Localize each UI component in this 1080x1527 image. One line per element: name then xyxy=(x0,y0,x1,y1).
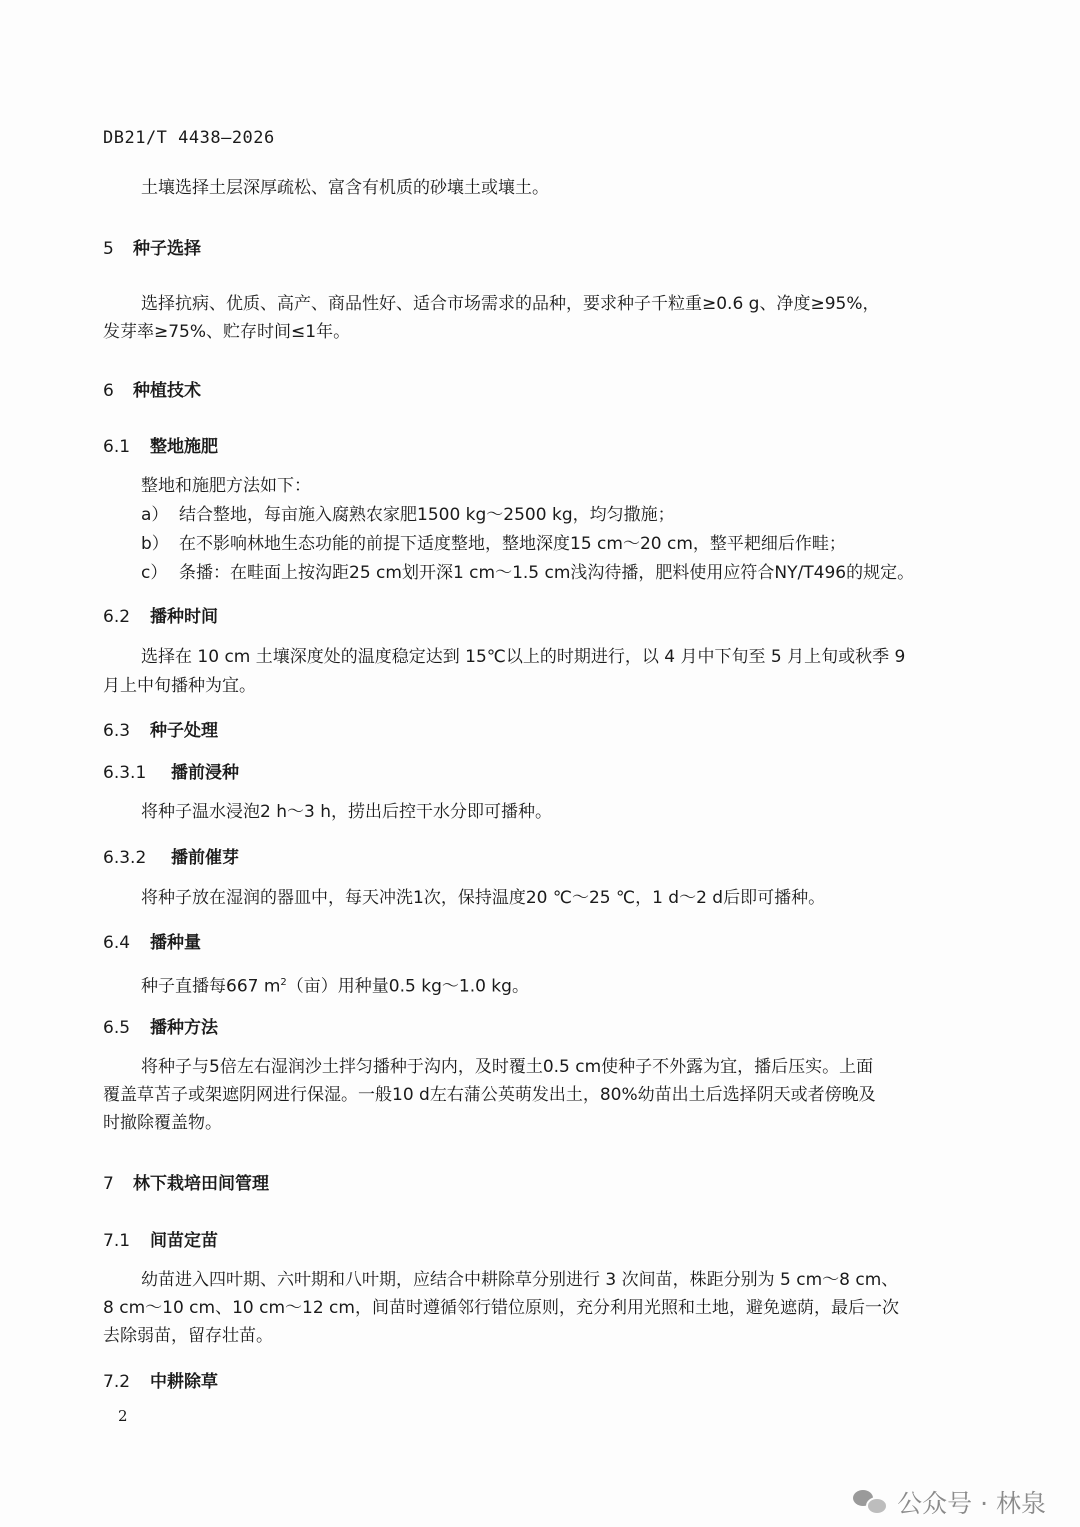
heading-6-5: 6.5 播种方法 xyxy=(103,1018,218,1038)
paragraph-7-1-line2: 8 cm～10 cm、10 cm～12 cm，间苗时遵循邻行错位原则，充分利用光照和土地，避免遮荫，最后一次 xyxy=(103,1298,899,1318)
paragraph-6-1-intro: 整地和施肥方法如下： xyxy=(141,476,311,496)
heading-6-4: 6.4 播种量 xyxy=(103,933,201,953)
heading-5: 5 种子选择 xyxy=(103,239,201,259)
page-number: 2 xyxy=(118,1407,128,1425)
paragraph-6-3-2: 将种子放在湿润的器皿中，每天冲洗1次，保持温度20 ℃～25 ℃，1 d～2 d后即可播种。 xyxy=(141,888,826,908)
list-item-c: c） 条播：在畦面上按沟距25 cm划开深1 cm～1.5 cm浅沟待播，肥料使用应符合NY/T496的规定。 xyxy=(141,563,915,583)
paragraph-6-5-line1: 将种子与5倍左右湿润沙土拌匀播种于沟内，及时覆土0.5 cm使种子不外露为宜，播后压实。上面 xyxy=(141,1057,874,1077)
paragraph-7-1-line1: 幼苗进入四叶期、六叶期和八叶期，应结合中耕除草分别进行 3 次间苗，株距分别为 5 cm～8 cm、 xyxy=(141,1270,899,1290)
paragraph-6-5-line3: 时撤除覆盖物。 xyxy=(103,1113,222,1133)
heading-6-2: 6.2 播种时间 xyxy=(103,607,218,627)
paragraph-5-line1: 选择抗病、优质、高产、商品性好、适合市场需求的品种，要求种子千粒重≥0.6 g、净度≥95%， xyxy=(141,294,880,314)
heading-6-3-2: 6.3.2 播前催芽 xyxy=(103,848,239,868)
paragraph-6-5-line2: 覆盖草苫子或架遮阴网进行保湿。一般10 d左右蒲公英萌发出土，80%幼苗出土后选择阴天或者傍晚及 xyxy=(103,1085,876,1105)
paragraph-6-3-1: 将种子温水浸泡2 h～3 h，捞出后控干水分即可播种。 xyxy=(141,802,552,822)
list-item-b: b） 在不影响林地生态功能的前提下适度整地，整地深度15 cm～20 cm，整平耙细后作畦； xyxy=(141,534,846,554)
heading-7-1: 7.1 间苗定苗 xyxy=(103,1231,218,1251)
watermark-text: 公众号 · 林泉 xyxy=(897,1489,1046,1518)
paragraph-7-1-line3: 去除弱苗，留存壮苗。 xyxy=(103,1326,273,1346)
paragraph-5-line2: 发芽率≥75%、贮存时间≤1年。 xyxy=(103,322,351,342)
watermark xyxy=(853,1484,1046,1520)
heading-7-2: 7.2 中耕除草 xyxy=(103,1372,218,1392)
standard-number: DB21/T 4438—2026 xyxy=(103,128,275,148)
paragraph-6-2-line1: 选择在 10 cm 土壤深度处的温度稳定达到 15℃以上的时期进行，以 4 月中下旬至 5 月上旬或秋季 9 xyxy=(141,647,906,667)
heading-6: 6 种植技术 xyxy=(103,381,201,401)
heading-6-3-1: 6.3.1 播前浸种 xyxy=(103,763,239,783)
wechat-icon xyxy=(853,1488,887,1516)
paragraph-soil: 土壤选择土层深厚疏松、富含有机质的砂壤土或壤土。 xyxy=(141,178,549,198)
heading-6-1: 6.1 整地施肥 xyxy=(103,437,218,457)
heading-7: 7 林下栽培田间管理 xyxy=(103,1174,269,1194)
paragraph-6-2-line2: 月上中旬播种为宜。 xyxy=(103,676,256,696)
list-item-a: a） 结合整地，每亩施入腐熟农家肥1500 kg～2500 kg，均匀撒施； xyxy=(141,505,675,525)
paragraph-6-4: 种子直播每667 $m^2$（亩）用种量0.5 kg～1.0 kg。 xyxy=(141,976,529,997)
heading-6-3: 6.3 种子处理 xyxy=(103,721,218,741)
